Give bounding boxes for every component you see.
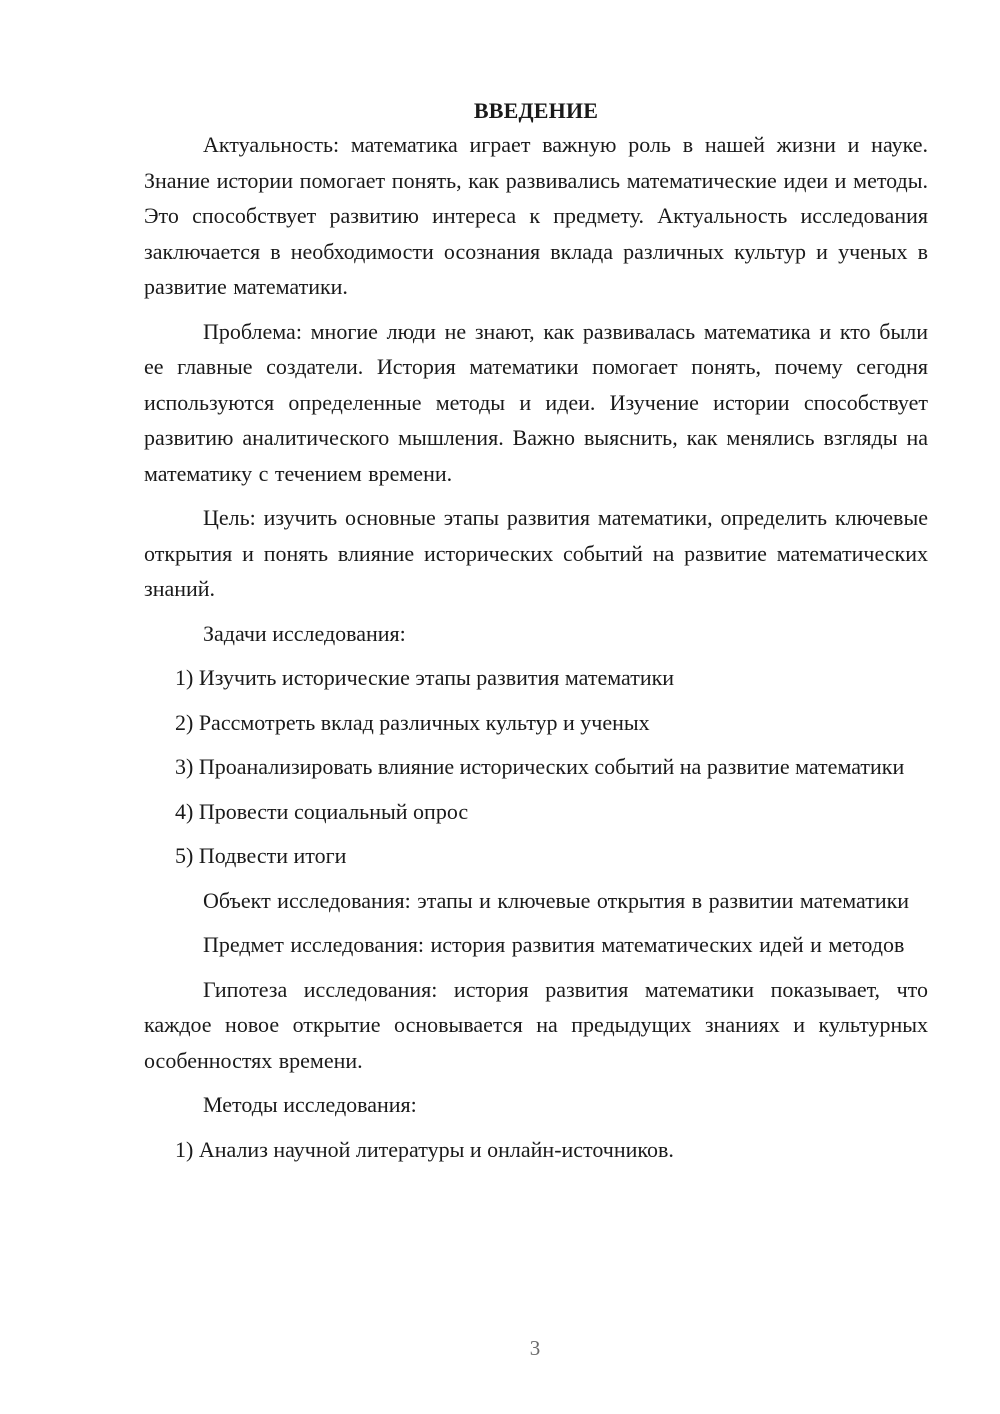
- task-item: 5) Подвести итоги: [175, 843, 347, 868]
- object-paragraph: Объект исследования: этапы и ключевые открытия в развитии математики: [203, 887, 910, 913]
- task-item: 1) Изучить исторические этапы развития математики: [175, 665, 675, 690]
- goal-paragraph: Цель: изучить основные этапы развития математики, определить ключевые открытия и понять влияние исторических событий на развитие математических знаний.: [144, 505, 928, 601]
- method-item: 1) Анализ научной литературы и онлайн-источников.: [175, 1136, 674, 1162]
- methods-label: Методы исследования:: [203, 1092, 417, 1117]
- document-page: [144, 96, 928, 1176]
- tasks-label: Задачи исследования:: [203, 620, 406, 646]
- task-item: 4) Провести социальный опрос: [175, 798, 469, 824]
- section-title: ВВЕДЕНИЕ: [473, 98, 599, 123]
- hypothesis-paragraph: Гипотеза исследования: история развития математики показывает, что каждое новое открытие основывается на предыдущих знаниях и культурных особенностях времени.: [144, 976, 928, 1073]
- relevance-paragraph: Актуальность: математика играет важную роль в нашей жизни и науке. Знание истории помогает понять, как развивались математические идеи и методы. Это способствует развитию интереса к предмету. Актуальность исследования заключается в необходимости осознания вклада различных культур и ученых в развитие математики.: [144, 132, 928, 299]
- page-number: 3: [529, 1336, 541, 1360]
- subject-paragraph: Предмет исследования: история развития математических идей и методов: [203, 932, 905, 957]
- task-item: 3) Проанализировать влияние исторических событий на развитие математики: [175, 754, 905, 779]
- task-item: 2) Рассмотреть вклад различных культур и ученых: [175, 709, 650, 735]
- problem-paragraph: Проблема: многие люди не знают, как развивалась математика и кто были ее главные создатели. История математики помогает понять, почему сегодня используются определенные методы и идеи. Изучение истории способствует развитию аналитического мышления. Важно выяснить, как менялись взгляды на математику с течением времени.: [144, 318, 928, 486]
